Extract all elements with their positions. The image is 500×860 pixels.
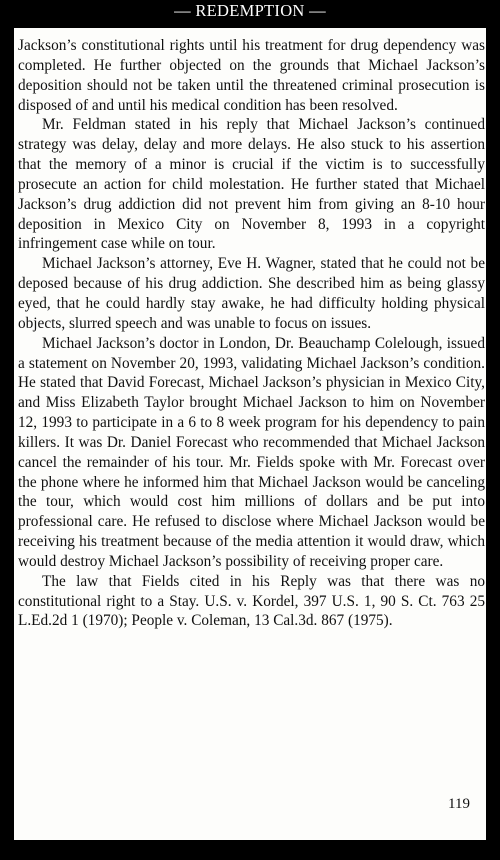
book-page [14, 28, 486, 840]
page-number: 119 [448, 796, 470, 812]
bottom-margin [0, 840, 500, 860]
paragraph-feldman-reply: Mr. Feldman stated in his reply that Michael Jackson’s continued strategy was delay, delay and more delays. He also stuck to his assertion that the memory of a minor is crucial if the victim is to successfully prosecute an action for child molestation. He further stated that Michael Jackson’s drug addiction did not prevent him from giving an 8-10 hour deposition in Mexico City on November 8, 1993 in a copyright infringement case while on tour. [18, 116, 485, 253]
paragraph-wagner-statement: Michael Jackson’s attorney, Eve H. Wagner, stated that he could not be deposed because of his drug addiction. She described him as being glassy eyed, that he could hardly stay awake, he had difficulty holding physical objects, slurred speech and was unable to focus on issues. [18, 255, 485, 332]
running-header: — REDEMPTION — [174, 1, 326, 20]
paragraph-law-cited: The law that Fields cited in his Reply was that there was no constitutional right to a Stay. U.S. v. Kordel, 397 U.S. 1, 90 S. Ct. 763 25 L.Ed.2d 1 (1970); People v. Coleman, 13 Cal.3d. 867 (1975). [18, 572, 485, 630]
body-text [18, 36, 485, 631]
paragraph-doctor-statement: Michael Jackson’s doctor in London, Dr. Beauchamp Colelough, issued a statement on November 20, 1993, validating Michael Jackson’s condition. He stated that David Forecast, Michael Jackson’s physician in Mexico City, and Miss Elizabeth Taylor brought Michael Jackson to him on November 12, 1993 to participate in a 6 to 8 week program for his dependency to pain killers. It was Dr. Daniel Forecast who recommended that Michael Jackson cancel the remainder of his tour. Mr. Fields spoke with Mr. Forecast over the phone where he informed him that Michael Jackson would be canceling the tour, which would cost him millions of dollars and be put into professional care. He refused to disclose where Michael Jackson would be receiving his treatment because of the media attention it would draw, which would destroy Michael Jackson’s possibility of receiving proper care. [18, 334, 485, 570]
paragraph-continued: Jackson’s constitutional rights until his treatment for drug dependency was completed. He further objected on the grounds that Michael Jackson’s deposition should not be taken until the threatened criminal prosecution is disposed of and until his medical condition has been resolved. [18, 37, 485, 114]
